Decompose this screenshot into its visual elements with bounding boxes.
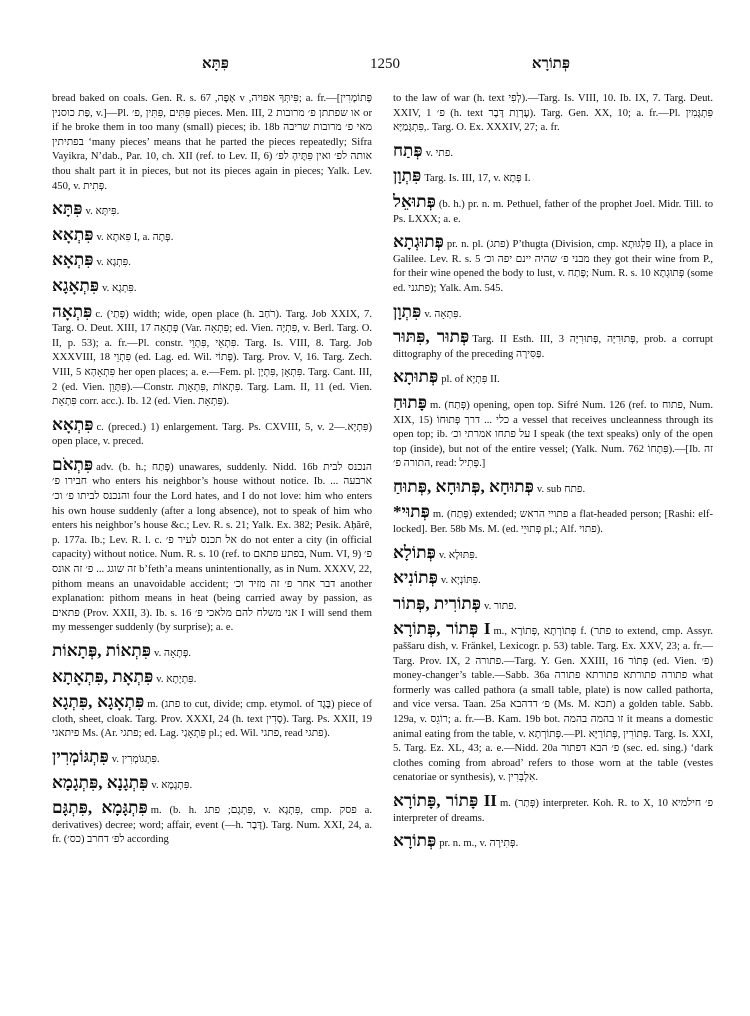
header-right-word: פְּתוֹרָא [531, 56, 570, 72]
dictionary-entry [393, 543, 713, 564]
dictionary-entry [393, 568, 713, 589]
dictionary-entry [52, 92, 372, 194]
entry-definition: m. (b. h. פִּתְגָם; פתג, v. פִּתְגָא, cmp. פסק a. derivatives) decree; word; affair, event (—h. דָּבָר). Targ. Num. XXI, 24, a. fr. (כס׳) לפ׳ דחרב according [52, 805, 372, 846]
entry-definition: c. (preced.) 1) enlargement. Targ. Ps. CXVIII, 5, v. פִּתְיָא.—2) open place, v. preced. [52, 421, 372, 448]
entry-headword: פִּתְאוֹת ,פְּתָאוֹת [52, 641, 151, 660]
dictionary-entry [393, 327, 713, 362]
dictionary-entry [393, 502, 713, 537]
entry-definition: c. (פְּתַי) width; wide, open place (h. רֹחַב). Targ. Job XXIX, 7. Targ. O. Deut. XIII, 17 פְּתָאָה (Var. פִּתְאָה; ed. Vien. פִּתְיָה, v. Berl. Targ. O. II, p. 53); a. fr.—Pl. constr. פִּתְאֵי ,פִּתְוֵי. Targ. Is. VIII, 8. Targ. Job XXXVIII, 18 פִּתְוֵי (ed. Lag. ed. Wil. פְּתוֹי). Targ. Prov. V, 16. Targ. Zech. VIII, 5 פִּתְאָהָא her open places; a. e.—Fem. pl. פִּתְאָן ,פִּתְיָן. Targ. Cant. III, 2 (ed. Vien. פִּתָּוֵן).—Constr. פִּתְאוֹת ,פִּתְאָוַת. Targ. Lam. II, 11 (ed. Vien. פִּתְאָת corr. acc.). Ib. 12 (ed. Vien. פִּתְאָת). [52, 308, 372, 408]
entry-definition: v. פִּיתָּא. [85, 206, 120, 218]
dictionary-entry [393, 302, 713, 323]
entry-definition: m. (פתג to cut, divide; cmp. etymol. of בֶּגֶד) piece of cloth, sheet, cloak. Targ. Prov. XXXI, 24 (h. text סָדִין). Targ. Ps. XXII, 19 פיתאגי Ms. (Ar. פתגי; ed. Lag. פִּתְאָגַי pl.; ed. Wil. פתגי, read פתגי). [52, 699, 372, 740]
entry-headword: פִּתְאָת ,פִּתְאָתָא [52, 666, 154, 686]
entry-definition: pr. n. pl. (פתג) P’thugta (Division, cmp. פִּלְגּוּתָא II), a place in Galilee. Lev. R. s. 5 מבני פ׳ שהיה יינם יפה וכ׳ they got their wine from P., for their wine opened the body to lust, v. פְּתַח; Num. R. s. 10 פְּתוּגְתָא (some ed. פתגני); Yalk. Am. 545. [393, 239, 713, 294]
entry-definition: to the law of war (h. text לְפִי).—Targ. Is. VIII, 10. Ib. IX, 7. Targ. Deut. XXIV, 1 פ׳ (h. text עֶרְוַת דָּבָר). Targ. Gen. XX, 10; a. fr.—Pl. פִּתְגָּמִין ,פִּתְגָּמַיָּא. Targ. O. Ex. XXXIV, 27; a. fr. [393, 93, 713, 134]
dictionary-entry [393, 166, 713, 187]
entry-definition: m. (פְּתַח) opening, open top. Sifré Num. 126 (ref. to פתוח, Num. XIX, 15) כלי ... דרך פְּתוּחוֹ a vessel that receives uncleanness through its open top; ib. על פתחו אמרתי וכ׳ I speak (the text speaks) only of the open top (inside), but not of the entire vessel; (Yalk. Num. 762 פִּתְחוֹ).—[Ib. זה התורה פ׳, read: פְּתִיל.] [393, 399, 713, 470]
entry-definition: Targ. Is. III, 17, v. פְּתָא I. [424, 173, 531, 185]
entry-headword: פִּתְוָן [393, 301, 422, 321]
entry-definition: v. פִּאתָא I, a. פְּתָה. [96, 231, 174, 243]
entry-headword: פְּתוֹלָא [393, 542, 436, 562]
dictionary-entry [52, 225, 372, 246]
page-number: 1250 [370, 56, 400, 72]
entry-headword: פְּתוֹרָא [393, 831, 437, 851]
dictionary-entry [393, 831, 713, 852]
entry-definition: pl. of פִּתְיָא II. [441, 374, 500, 386]
header-left-word: פִּתָּא [202, 56, 229, 72]
entry-headword: פְּתוּגְתָא [393, 232, 444, 252]
entry-headword: פִּתְאָא [52, 250, 94, 270]
entry-definition: v. פִּתְגָא. [102, 282, 137, 294]
entry-definition: v. פִּתּוֹנְיָא. [440, 575, 481, 587]
entry-headword: פְּתוֹר ,פְּתוֹרָא I [393, 619, 491, 639]
entry-headword: פְּתוּר ,פִּתּוּר [393, 327, 470, 347]
entry-definition: (b. h.) pr. n. m. Pethuel, father of the prophet Joel. Midr. Till. to Ps. LXXX; a. e. [393, 198, 713, 225]
dictionary-entry [393, 192, 713, 227]
entry-headword: פִּתְגּוֹמְרִין [52, 746, 109, 766]
dictionary-entry [52, 773, 372, 794]
entry-headword: פָּתוּחַ [393, 392, 428, 412]
entry-definition: v. פתי. [425, 147, 454, 159]
dictionary-entry [393, 232, 713, 296]
entry-definition: m. (פְּתַר) interpreter. Koh. R. to X, 10 פ׳ חילמיא interpreter of dreams. [393, 797, 713, 824]
dictionary-entry [52, 798, 372, 848]
entry-definition: v. פְּתָאָה. [154, 648, 192, 659]
dictionary-entry [52, 199, 372, 220]
dictionary-entry [393, 594, 713, 615]
entry-headword: פִּתְאֹם [52, 454, 94, 474]
dictionary-entry [52, 747, 372, 768]
entry-definition: v. פִּתְגָמָא. [151, 779, 193, 791]
entry-headword: פִּתְוָן [393, 166, 422, 186]
entry-definition: m. (פְּתַח) extended; פתויי הראש a flat-headed person; [Rashi: elf-locked]. Ber. 58b Ms. M. (ed. פְּתוּיֵי pl.; Alf. פתוי). [393, 509, 713, 536]
entry-definition: bread baked on coals. Gen. R. s. 67 ,אָפָּה v ,פִּיתְּךָ אפויה; a. fr.—[פְּתוֹמָרִין ,פַּת כוסנין v.]—Pl. פִּתִּים ,פִּתִּין ,פ׳ pieces. Men. III, 2 או שפתתן פ׳ מרובות or if he broke them in too many (small) pieces; ib. 18b מאי פ׳ מרובות שריבה בפתיתין ‘many pieces’ means that he parted the pieces repeatedly; Sifra Vayikra, N’dab., Par. 10, ch. XII (ref. to Lev. II, 6) אותה לפ׳ ואין פִּתֶּיהָ לפ׳ thou shalt part it in pieces, but not its pieces again in pieces; Yalk. Lev. 450, v. פְּתִית. [52, 93, 372, 192]
entry-headword: פְּתוּאֵל [393, 191, 436, 211]
dictionary-entry [393, 367, 713, 388]
dictionary-entry [393, 141, 713, 162]
entry-definition: pr. n. m., v. פְּתִירָה. [439, 838, 519, 850]
dictionary-entry [393, 393, 713, 472]
right-column [393, 92, 713, 1004]
dictionary-entry [393, 791, 713, 826]
entry-headword: פְּתוּתָא [393, 367, 439, 387]
dictionary-entry [52, 641, 372, 662]
entry-definition: Targ. II Esth. III, 3 פְּתוּרִיָּה ,פְּתוּרִיָּה, prob. a corrupt dittography of the preceding פַּסִּירָה. [393, 334, 713, 360]
entry-definition: m., פְּתוֹרְתָא ,פְּתוֹרָא f. (פתר to extend, cmp. Assyr. paššaru dish, v. Fränkel, Lexicogr. p. 53) table. Targ. Ex. XXV, 23; a. fr.—Targ. Prov. IX, 2 פתורה.—Targ. Y. Gen. XXIII, 16 פְּתוֹר (ed. Vien. פ׳) money-changer’s table.—Sabb. 36a פתורה פתורתא פתורתא פתורה what formerly was called pathora (a small table, plate) is now called pathorta, and vice versa. Taan. 25a פ׳ דדהבא (Ms. M. תכא) a golden table. Sabb. 129a, v. רוֹגֵס; a. fr.—B. Kam. 19b bot. זו בהמה בהמה it means a domestic animal eating from the table, v. פְּתוֹרְתָא.—Pl. פְּתוֹרִין ,פְּתוֹרַיָּא. Targ. Is. XXI, 5. Targ. Ez. XL, 43; a. e.—Nidd. 20a פ׳ הבא דפתור (sec. ed. sing.) ‘dark clothes coming from abroad’ refers to those worn at the table (vestes cenatoriae or synthesis), v. אִלְבְּרִין. [393, 626, 713, 784]
entry-definition: v. פִּתְגּוֹמְרִין. [111, 753, 160, 765]
entry-definition: adv. (b. h.; פְּתַח) unawares, suddenly. Nidd. 16b הנכנס לבית חבירו פ׳ who enters his neighbor’s house without notice. Ib. ארבעה ... והנכנס לביתו פ׳ וכ׳ four the Lord hates, and I do not love: him who enters his own house suddenly (after a long absence), not to speak of him who enters his neighbor’s house &c.; Lev. R. s. 21; Yalk. Ex. 382; Pesik. Aḥărê, p. 177a. Ib.; Lev. R. l. c. אל תכנס לעיר פ׳ do not enter a city (in official capacity) without notice. Num. R. s. 10 (ref. to בפתע פתאם, Num. VI, 9) פ׳ זה שוגג ... פ׳ זה אונס b’feth’a means unintentionally, as in Num. XXXV, 22, pithom means an unavoidable accident; דבר אחר פ׳ זה מזיד וכ׳ another explanation: pithom means in heat (being carried away by passion, as פתאים (Prov. XXII, 3). Ib. s. 16 אני משלח להם מלאכי פ׳ I will send them my messenger suddenly (by surprise); a. e. [52, 461, 372, 634]
entry-definition: v. פתור. [483, 600, 517, 612]
entry-definition: v. פִּתְיָתָא. [156, 673, 197, 685]
dictionary-entry [52, 692, 372, 742]
entry-headword: פִּתָּא [52, 199, 83, 219]
entry-headword: פִּתְאָגָא [52, 275, 100, 295]
entry-headword: פְּתוֹרִית ,פְּתוֹר [393, 593, 481, 613]
dictionary-entry [393, 477, 713, 498]
entry-definition: v. פִּתְאָה. [424, 308, 462, 320]
dictionary-entry [52, 667, 372, 688]
entry-headword: פִּתְגָּמָא ,פִּתְגָּם [52, 798, 148, 818]
entry-headword: פִּתְאָה [52, 301, 93, 321]
dictionary-entry [52, 302, 372, 410]
dictionary-entry [52, 415, 372, 450]
entry-headword: פְּתַח [393, 140, 423, 160]
entry-definition: v. sub פתח. [536, 483, 586, 495]
entry-definition: v. פִּתּוּלָא. [438, 549, 478, 561]
entry-headword: פִּתְאָגָא ,פִּתְגָא [52, 692, 145, 712]
dictionary-entry [52, 250, 372, 271]
dictionary-entry [393, 619, 713, 786]
entry-headword: פִּתְאָא [52, 414, 94, 434]
left-column [52, 92, 372, 1004]
entry-definition: v. פִּתְגָא. [96, 257, 131, 269]
entry-headword: פְּתוּחָא ,פְּתוּחָא ,פְּתוּחַ [393, 476, 534, 496]
dictionary-entry [52, 455, 372, 636]
running-header [60, 56, 710, 80]
entry-headword: פְּתוֹנִיא [393, 568, 438, 588]
entry-headword: פָּתוֹר ,פָּתוֹרָא II [393, 790, 497, 810]
entry-headword: פִּתְאָא [52, 224, 94, 244]
entry-headword: פִּתְגָנָא ,פִּתְגָמָא [52, 772, 149, 792]
entry-headword: *פְּתוּי [393, 502, 430, 522]
dictionary-entry [393, 92, 713, 136]
dictionary-entry [52, 276, 372, 297]
